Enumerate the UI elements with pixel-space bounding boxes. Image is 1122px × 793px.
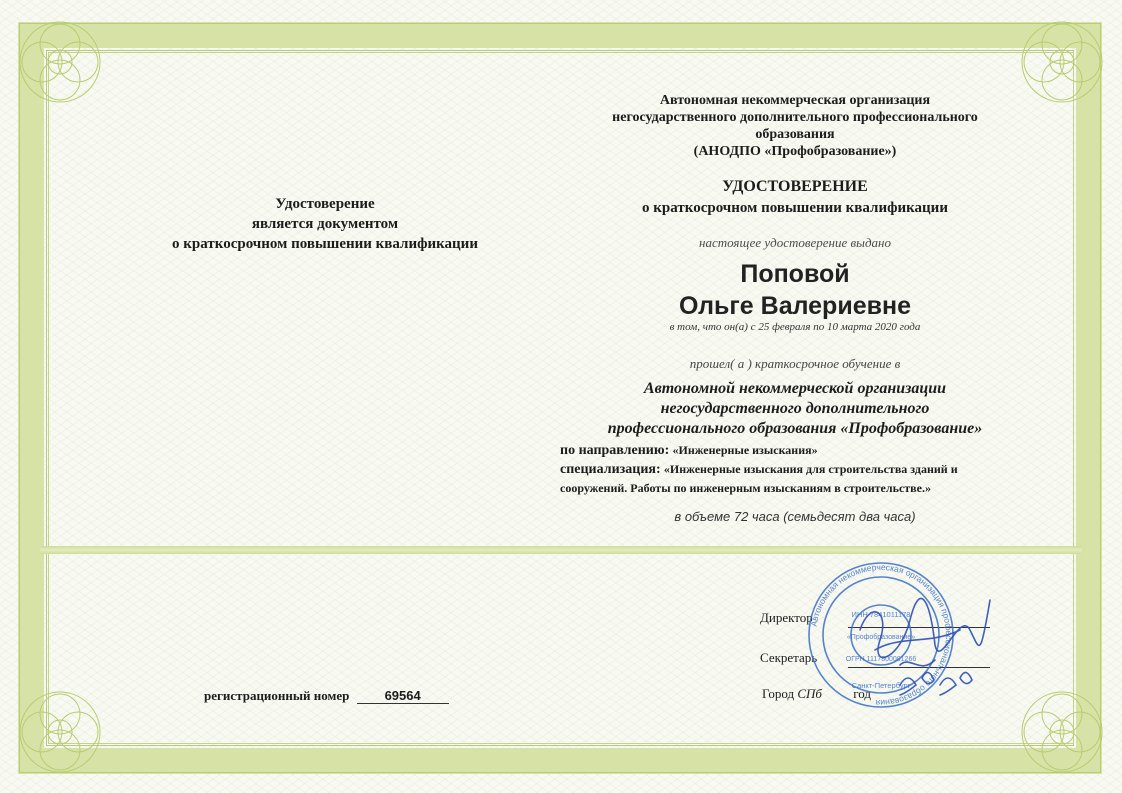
issuer-line-1: Автономная некоммерческая организация [659,93,931,108]
issuer-line-3: образования [755,127,835,142]
rosette-bottom-left-icon [12,684,108,780]
passed-text: прошел( а ) краткосрочное обучение в [689,356,901,371]
issuer-line-2: негосударственного дополнительного профессионального [612,110,978,125]
issued-text: настоящее удостоверение выдано [699,235,891,250]
document-title: УДОСТОВЕРЕНИЕ [722,178,868,195]
specialization-label: специализация: [560,462,661,477]
registration-value: 69564 [357,688,449,704]
issuer-organization [570,92,1020,160]
registration-number [204,688,449,704]
svg-text:Автономная некоммерческая орга: Автономная некоммерческая организация профессионального образования [808,561,955,709]
director-label: Директор [760,610,813,625]
horizontal-divider [40,546,1082,554]
issuer-line-4: (АНОДПО «Профобразование») [693,144,897,159]
svg-text:ИНН 7841011178: ИНН 7841011178 [851,610,911,619]
specialization-value: «Инженерные изыскания для строительства зданий и [663,462,958,476]
city-value: СПб [797,686,822,701]
recipient-name [570,258,1020,322]
handwritten-signature [840,590,1000,710]
svg-text:ОГРН 1117800001266: ОГРН 1117800001266 [845,656,917,663]
training-organization [540,379,1050,439]
recipient-given-name: Ольге Валериевне [679,292,911,320]
city-label: Город [762,686,795,701]
rosette-top-right-icon [1014,14,1110,110]
direction-value: «Инженерные изыскания» [672,443,818,457]
left-line-2: является документом [251,216,399,232]
registration-label: регистрационный номер [204,688,350,703]
rosette-bottom-right-icon [1014,684,1110,780]
recipient-surname: Поповой [740,260,850,288]
rosette-top-left-icon [12,14,108,110]
left-line-3: о краткосрочном повышении квалификации [172,236,478,252]
specialization-value-continued: сооружений. Работы по инженерным изысканиям в строительстве.» [560,481,931,495]
svg-text:«Профобразование»: «Профобразование» [846,634,916,641]
document-subtitle: о краткосрочном повышении квалификации [642,200,948,216]
left-description [160,194,490,254]
training-org-line-1: Автономной некоммерческой организации [643,380,947,397]
direction-label: по направлению: [560,443,670,458]
svg-text:Санкт-Петербург: Санкт-Петербург [851,681,911,690]
training-period: в том, что он(а) с 25 февраля по 10 марта 2020 года [669,321,921,333]
secretary-label: Секретарь [760,650,818,665]
year-label: год [853,686,871,701]
training-volume: в объеме 72 часа (семьдесят два часа) [674,509,916,524]
training-org-line-3: профессионального образования «Профобразование» [607,420,983,437]
program-details [560,441,1030,497]
left-line-1: Удостоверение [275,196,375,212]
training-org-line-2: негосударственного дополнительного [660,400,930,417]
